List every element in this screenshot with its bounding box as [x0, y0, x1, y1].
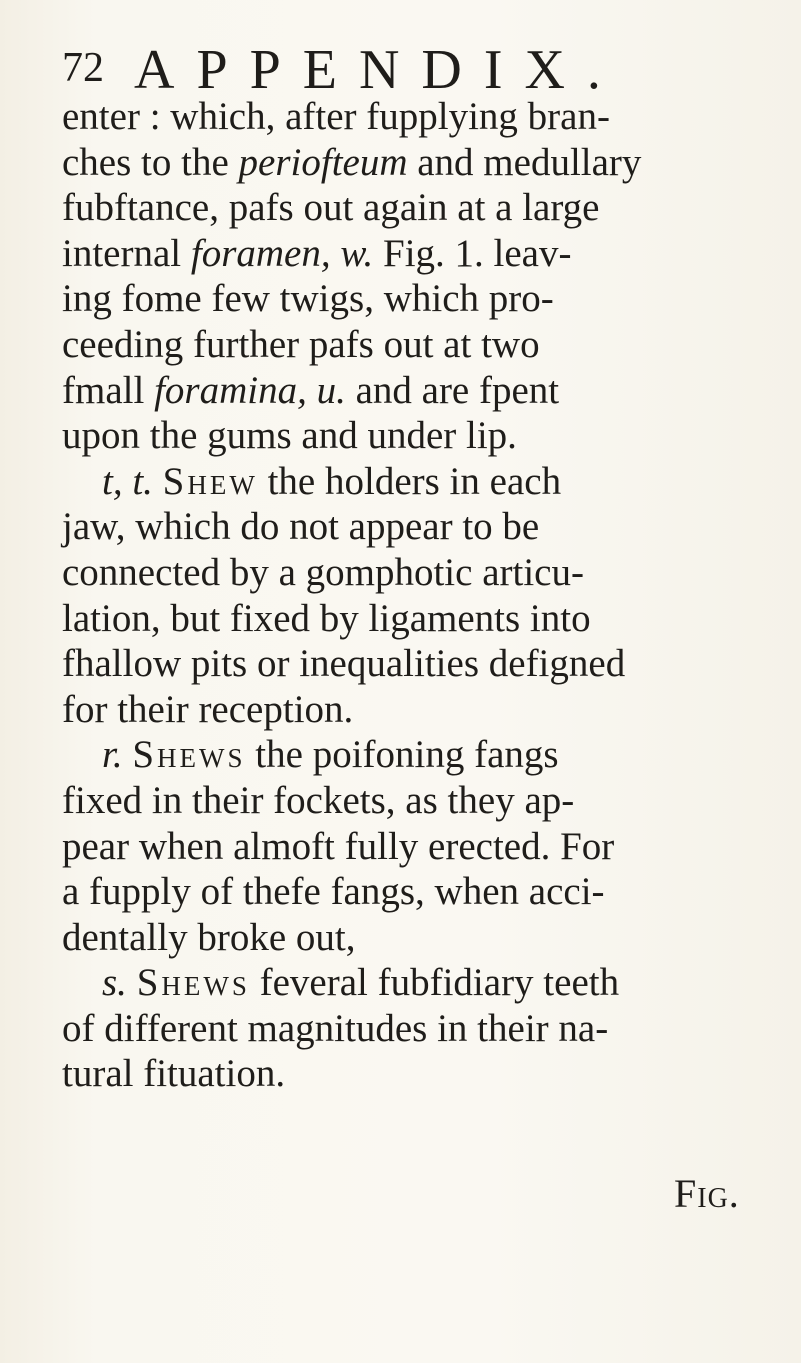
text-line: [62, 960, 742, 1006]
page-number: 72: [62, 45, 104, 91]
text-run: ceeding further pafs out at two: [62, 322, 540, 366]
text-run: [307, 369, 317, 412]
text-run: tural fituation.: [62, 1052, 286, 1096]
text-line: [62, 869, 742, 915]
italic-run: t, t.: [102, 459, 153, 503]
text-run: the holders in each: [257, 459, 562, 503]
text-run: upon the gums and under lip.: [62, 414, 517, 458]
text-run: [127, 961, 137, 1004]
text-run: and are fpent: [345, 368, 560, 412]
page-header: [62, 40, 702, 100]
text-line: [62, 413, 742, 459]
text-line: [62, 322, 742, 368]
text-line: [62, 915, 742, 961]
text-line: [62, 1006, 742, 1052]
text-run: ing fome few twigs, which pro-: [62, 277, 554, 321]
text-line: [62, 185, 742, 231]
text-line: [62, 641, 742, 687]
small-caps-run: Shews: [132, 733, 246, 777]
small-caps-run: Shew: [162, 459, 258, 503]
italic-run: w.: [340, 231, 374, 275]
italic-run: r.: [102, 733, 123, 777]
text-run: fhallow pits or inequalities defigned: [62, 642, 626, 686]
text-run: dentally broke out,: [62, 915, 356, 959]
text-run: pear when almoft fully erected. For: [62, 824, 615, 868]
text-run: a fupply of thefe fangs, when acci-: [62, 870, 605, 914]
text-run: lation, but fixed by ligaments into: [62, 596, 591, 640]
text-run: the poifoning fangs: [245, 733, 559, 777]
text-run: feveral fubfidiary teeth: [249, 961, 620, 1005]
body-text: [62, 94, 742, 1097]
italic-run: periofteum: [238, 140, 408, 184]
text-line: [62, 459, 742, 505]
text-line: [62, 1051, 742, 1097]
text-line: [62, 596, 742, 642]
text-run: connected by a gomphotic articu-: [62, 550, 584, 594]
text-line: [62, 550, 742, 596]
text-line: [62, 140, 742, 186]
text-line: [62, 231, 742, 277]
text-run: enter : which, after fupplying bran-: [62, 95, 610, 138]
text-run: jaw, which do not appear to be: [62, 505, 540, 549]
small-caps-run: Shews: [136, 961, 250, 1005]
text-line: [62, 276, 742, 322]
text-line: [62, 94, 742, 140]
text-line: [62, 504, 742, 550]
text-line: [62, 778, 742, 824]
text-run: fubftance, pafs out again at a large: [62, 186, 600, 230]
text-run: fixed in their fockets, as they ap-: [62, 778, 575, 822]
text-run: for their reception.: [62, 687, 354, 731]
catchword: Fig.: [674, 1171, 740, 1216]
text-run: [123, 733, 133, 776]
running-head: APPENDIX.: [134, 39, 623, 101]
text-line: [62, 824, 742, 870]
text-line: [62, 687, 742, 733]
text-run: [331, 232, 341, 275]
text-run: Fig. 1. leav-: [373, 231, 572, 275]
italic-run: foramina,: [154, 368, 307, 412]
text-line: [62, 368, 742, 414]
text-run: internal: [62, 231, 191, 275]
text-run: fmall: [62, 368, 155, 412]
italic-run: s.: [102, 961, 127, 1005]
text-run: and medullary: [407, 140, 642, 184]
text-run: ches to the: [62, 140, 239, 184]
italic-run: u.: [316, 368, 346, 412]
text-line: [62, 732, 742, 778]
italic-run: foramen,: [190, 231, 331, 275]
text-run: of different magnitudes in their na-: [62, 1006, 609, 1050]
text-run: [153, 460, 163, 503]
